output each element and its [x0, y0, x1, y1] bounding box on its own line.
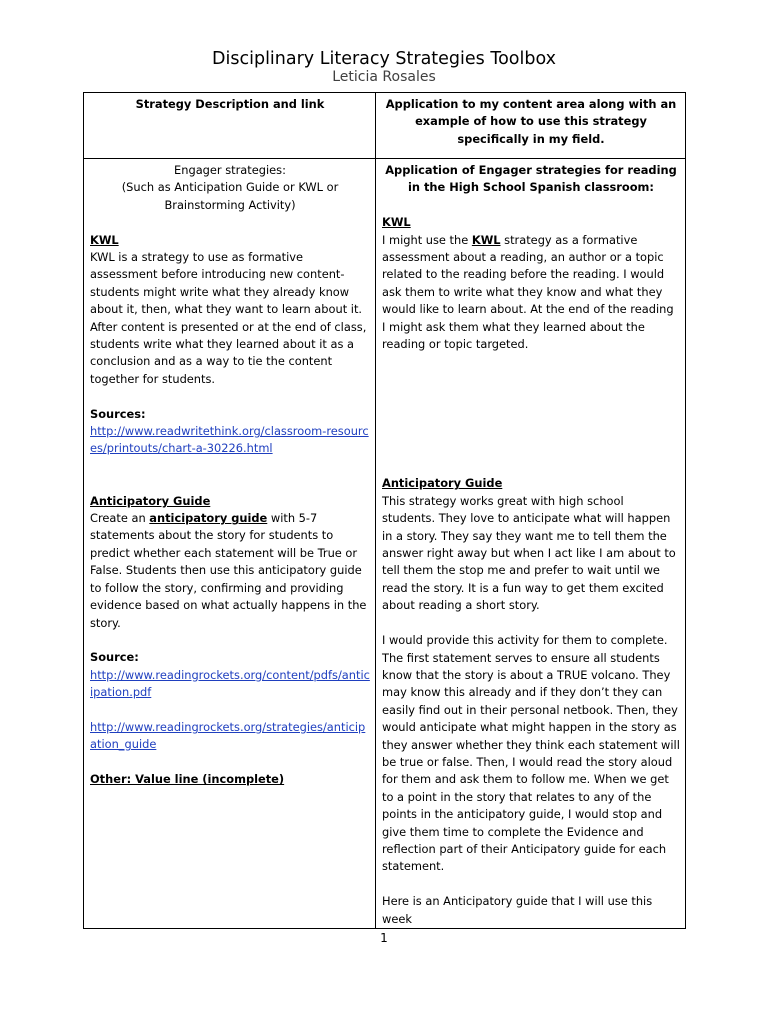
kwl-application [382, 232, 680, 354]
kwl-title-right: KWL [382, 215, 411, 230]
sources-label: Sources: [90, 406, 146, 421]
ag-application-para-2: I would provide this activity for them to complete. The first statement serves to ensure all students know that the story is about a TRUE volcano. They may know this already and if they don’t they can easily find out in their personal netbook. Then, they would anticipate what might happen in the story as they answer whether they think each statement will be true or false. Then, I would read the story aloud for them and ask them to follow me. When we get to a point in the story that relates to any of the points in the anticipatory guide, I would stop and give them time to complete the Evidence and reflection part of their Anticipatory guide for each statement. [382, 633, 680, 874]
ag-source-link-1[interactable]: http://www.readingrockets.org/content/pdfs/anticipation.pdf [90, 667, 370, 700]
source-label: Source: [90, 650, 139, 665]
engager-subheading: (Such as Anticipation Guide or KWL or Brainstorming Activity) [121, 180, 339, 212]
page-number: 1 [380, 931, 388, 945]
ag-title-right: Anticipatory Guide [382, 476, 503, 491]
right-body-cell [376, 159, 686, 929]
ag-application-para-3: Here is an Anticipatory guide that I will use this week [382, 894, 653, 926]
left-body-cell [84, 159, 376, 929]
other-value-line: Other: Value line (incomplete) [90, 772, 285, 787]
ag-text-before: Create an [90, 511, 150, 526]
kwl-source-link[interactable]: http://www.readwritethink.org/classroom-resources/printouts/chart-a-30226.html [90, 424, 369, 456]
kwl-title-left: KWL [90, 232, 119, 247]
table-body-row [84, 159, 686, 929]
kwl-description: KWL is a strategy to use as formative assessment before introducing new content- students might write what they already know about it, then, what they want to learn about it. After content is presented or at the end of class, students write what they learned about it as a conclusion and as a way to tie the content together for students. [90, 250, 367, 386]
header-right-cell: Application to my content area along with an example of how to use this strategy specifically in my field. [376, 93, 686, 159]
kwl-app-after: strategy as a formative assessment about a reading, an author or a topic related to the reading before the reading. I would ask them to write what they know and what they would like to learn about. At the end of the reading I might ask them what they learned about the reading or topic targeted. [382, 232, 674, 352]
ag-title-left: Anticipatory Guide [90, 493, 211, 508]
strategies-table [83, 92, 686, 929]
application-heading: Application of Engager strategies for reading in the High School Spanish classroom: [385, 163, 677, 195]
header-left-cell: Strategy Description and link [84, 93, 376, 159]
ag-inline-link[interactable]: anticipatory guide [149, 511, 268, 526]
ag-source-link-2[interactable]: http://www.readingrockets.org/strategies/anticipation_guide [90, 719, 366, 752]
engager-heading: Engager strategies: [174, 163, 286, 177]
kwl-inline-link[interactable]: KWL [471, 232, 501, 247]
document-title: Disciplinary Literacy Strategies Toolbox [212, 49, 556, 69]
ag-text-after: with 5-7 statements about the story for students to predict whether each statement will be True or False. Students then use this anticipatory guide to follow the story, confirming and providing evidence based on what actually happens in the story. [90, 511, 367, 630]
ag-application-para-1: This strategy works great with high school students. They love to anticipate what will happen in a story. They say they want me to tell them the answer right away but when I act like I am about to tell them the stop me and prefer to wait until we read the story. It is a fun way to get them excited about reading a short story. [382, 493, 676, 613]
table-header-row [84, 93, 686, 159]
ag-description [90, 510, 370, 632]
document-author: Leticia Rosales [332, 69, 436, 85]
kwl-app-before: I might use the [382, 232, 472, 247]
